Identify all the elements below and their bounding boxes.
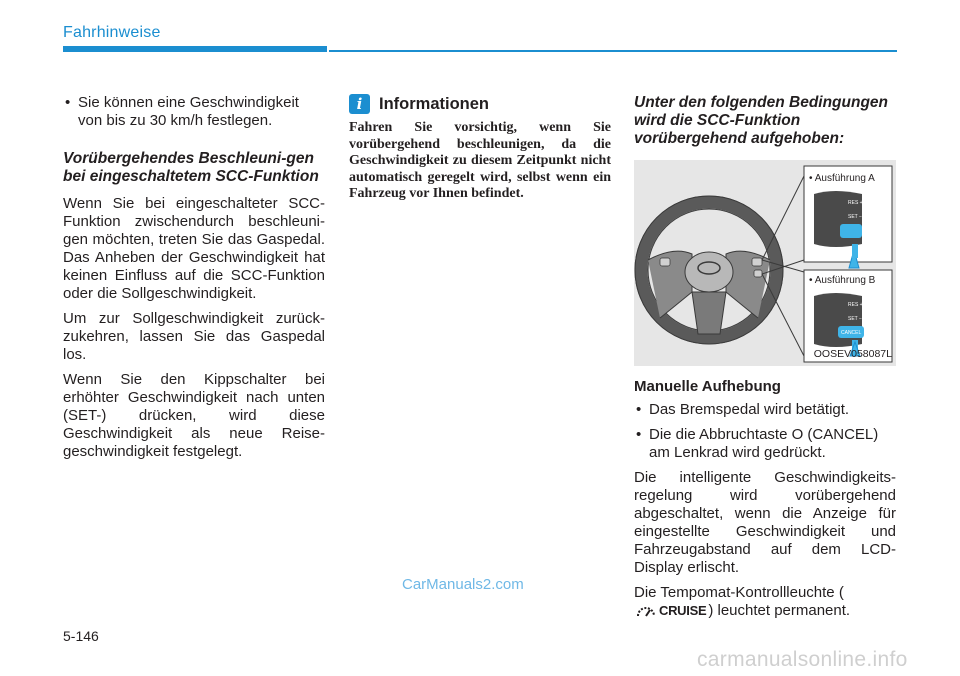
manual-cancel-heading: Manuelle Aufhebung: [634, 378, 781, 395]
figure-label-b: • Ausführung B: [809, 275, 876, 286]
svg-text:CANCEL: CANCEL: [841, 330, 862, 336]
info-icon: i: [349, 94, 370, 114]
carmanuals-watermark[interactable]: CarManuals2.com: [402, 576, 524, 593]
cancel-paragraph-1: Die intelligente Geschwindigkeits-regelung wird vorübergehend abgeschaltet, wenn die Anzeige für eingestellte Geschwindigkeit und Fahrzeugabstand auf dem LCD-Display erlischt.: [634, 469, 896, 576]
cancel-conditions-heading: Unter den folgenden Bedingungen wird die SCC-Funktion vorübergehend aufgehoben:: [634, 94, 889, 147]
figure-label-a: • Ausführung A: [809, 173, 875, 184]
steering-wheel-figure: [634, 160, 896, 366]
footer-watermark: carmanualsonline.info: [697, 648, 908, 671]
accel-heading: Vorübergehendes Beschleuni-gen bei eingeschaltetem SCC-Funktion: [63, 150, 319, 185]
svg-text:RES +: RES +: [848, 302, 863, 308]
cruise-word: CRUISE: [659, 603, 707, 619]
steering-wheel-illustration: [634, 160, 896, 366]
cancel-button-bullet: • Die die Abbruchtaste O (CANCEL) am Lenkrad wird gedrückt.: [634, 426, 896, 462]
section-title: Fahrhinweise: [63, 24, 161, 41]
accel-paragraph-2: Um zur Sollgeschwindigkeit zurück-zukehren, lassen Sie das Gaspedal los.: [63, 310, 325, 363]
right-column: [634, 94, 896, 627]
svg-text:RES +: RES +: [848, 200, 863, 206]
cancel-paragraph-2: [634, 584, 896, 620]
info-body: Fahren Sie vorsichtig, wenn Sie vorübergehend beschleunigen, da die Geschwindigkeit zu diesem Zeitpunkt nicht automatisch geregelt wird, selbst wenn ein Fahrzeug vor Ihnen befindet.: [349, 120, 611, 202]
svg-text:SET −: SET −: [848, 214, 862, 220]
cruise-text-before: Die Tempomat-Kontrollleuchte (: [634, 584, 844, 601]
accel-paragraph-1: Wenn Sie bei eingeschalteter SCC-Funktion zwischendurch beschleuni-gen möchten, treten Sie das Gaspedal. Das Anheben der Geschwindigkeit hat keinen Einfluss auf die SCC-Funktion oder die Sollgeschwindigkeit.: [63, 195, 325, 302]
brake-bullet: • Das Bremspedal wird betätigt.: [634, 401, 896, 419]
info-box: [349, 94, 611, 210]
accel-paragraph-3: Wenn Sie den Kippschalter bei erhöhter Geschwindigkeit nach unten (SET-) drücken, wird diese Geschwindigkeit als neue Reise-geschwindigkeit festgelegt.: [63, 371, 325, 460]
speedometer-icon: [636, 604, 656, 618]
cruise-text-after: ) leuchtet permanent.: [708, 602, 851, 619]
info-title: Informationen: [379, 95, 489, 113]
header-rule: [329, 50, 897, 52]
left-column: [63, 94, 325, 468]
cruise-indicator: [636, 602, 706, 620]
svg-text:SET −: SET −: [848, 316, 862, 322]
speed-bullet: • Sie können eine Geschwindigkeit von bis zu 30 km/h festlegen.: [63, 94, 325, 130]
header-bar-accent: [63, 46, 327, 52]
figure-code: OOSEV058087L: [813, 348, 892, 360]
page-number: 5-146: [63, 628, 99, 644]
info-header: [349, 94, 611, 114]
